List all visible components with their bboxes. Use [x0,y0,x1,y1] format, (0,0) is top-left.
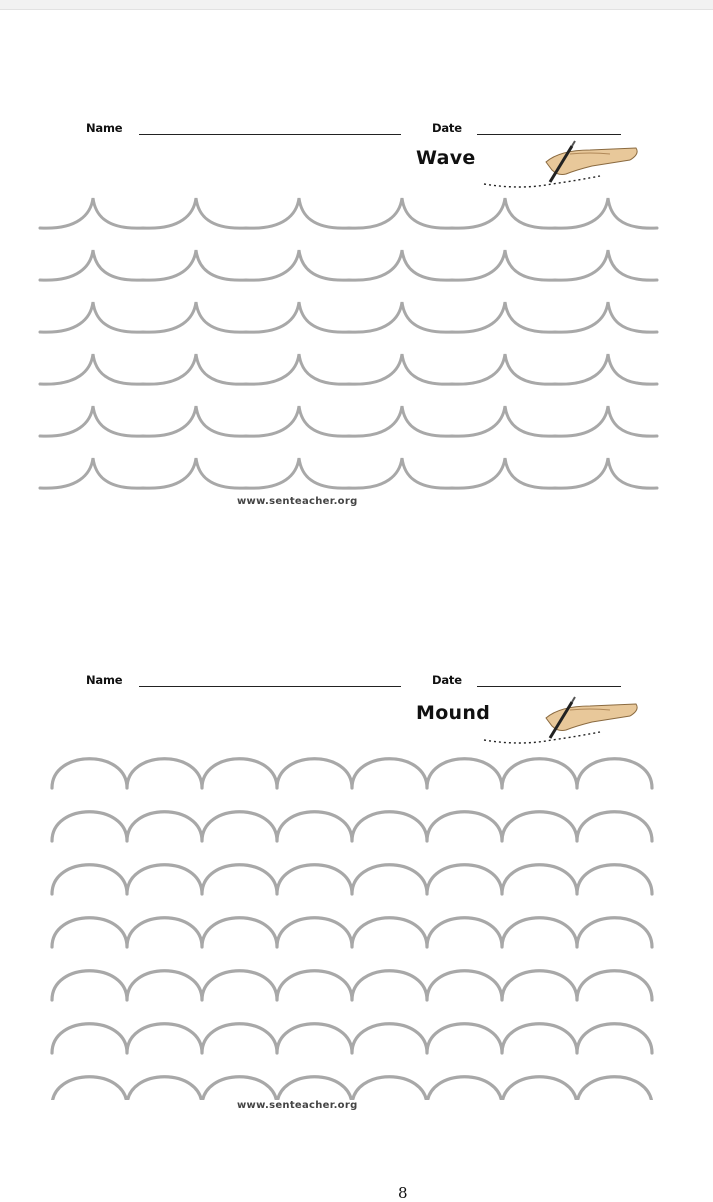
name-label: Name [86,673,123,687]
wave-row [40,302,657,332]
wave-row [40,406,657,436]
mound-row [52,759,652,788]
mound-tracing-pattern [0,750,713,1100]
date-label: Date [432,121,462,135]
footer-url[interactable]: www.senteacher.org [237,496,358,507]
viewer-top-bar [0,0,713,10]
footer-url[interactable]: www.senteacher.org [237,1100,358,1111]
wave-row [40,198,657,228]
date-label: Date [432,673,462,687]
page-number: 8 [398,1184,408,1202]
mound-row [52,812,652,841]
date-line [477,134,621,135]
worksheet-wave [0,110,713,510]
mound-row [52,1077,652,1100]
worksheet-title: Wave [416,147,476,169]
wave-row [40,354,657,384]
hand-writing-icon [480,696,640,748]
wave-tracing-pattern [0,190,713,490]
name-line [139,686,401,687]
worksheet-mound [0,662,713,1122]
mound-row [52,1024,652,1053]
date-line [477,686,621,687]
worksheet-title: Mound [416,702,491,724]
mound-row [52,971,652,1000]
name-line [139,134,401,135]
mound-row [52,918,652,947]
name-label: Name [86,121,123,135]
mound-row [52,865,652,894]
wave-row [40,458,657,488]
hand-writing-icon [480,140,640,192]
wave-row [40,250,657,280]
